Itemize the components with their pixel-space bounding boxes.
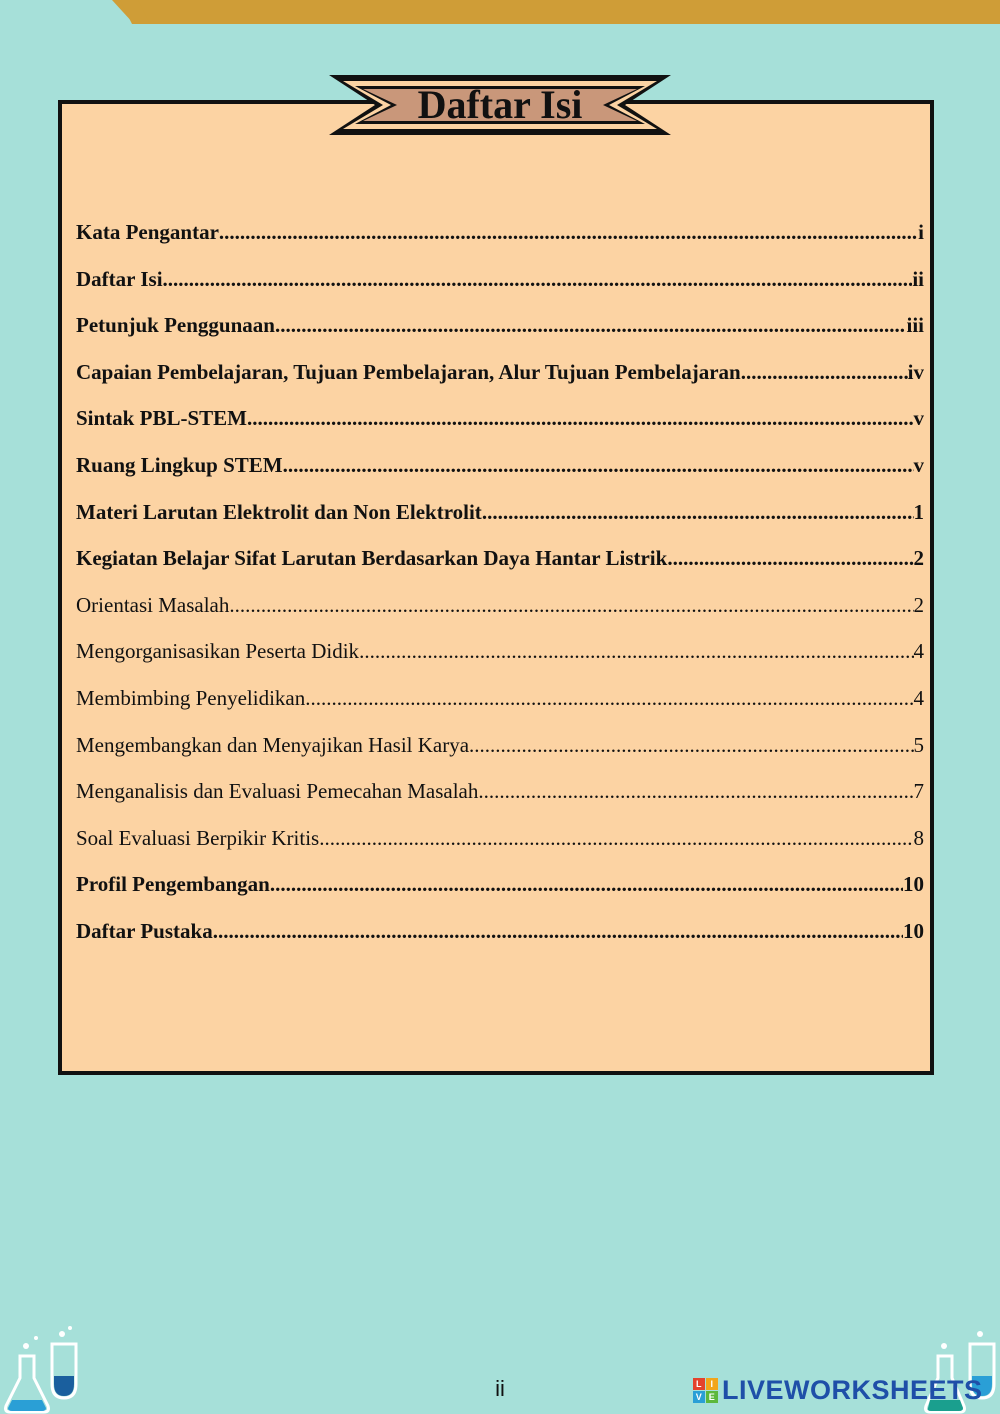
toc-dot-leader bbox=[469, 733, 913, 758]
liveworksheets-watermark bbox=[693, 1374, 983, 1406]
toc-entry[interactable] bbox=[76, 779, 924, 826]
page-number: ii bbox=[495, 1376, 505, 1401]
badge-letter: V bbox=[693, 1391, 705, 1403]
toc-dot-leader bbox=[270, 872, 903, 897]
toc-entry[interactable] bbox=[76, 826, 924, 873]
toc-dot-leader bbox=[305, 686, 913, 711]
toc-entry-label: Membimbing Penyelidikan bbox=[76, 685, 306, 710]
badge-letter: I bbox=[706, 1378, 718, 1390]
toc-entry-label: Mengembangkan dan Menyajikan Hasil Karya bbox=[76, 732, 470, 757]
toc-entry-label: Mengorganisasikan Peserta Didik bbox=[76, 639, 360, 664]
toc-entry-page: 1 bbox=[913, 499, 924, 524]
toc-entry[interactable] bbox=[76, 686, 924, 733]
toc-entry-label: Kata Pengantar bbox=[76, 220, 219, 244]
toc-dot-leader bbox=[163, 267, 913, 292]
toc-entry-page: iv bbox=[907, 359, 924, 384]
toc-dot-leader bbox=[229, 593, 913, 618]
watermark-text: LIVEWORKSHEETS bbox=[722, 1374, 983, 1405]
toc-dot-leader bbox=[359, 639, 913, 664]
toc-entry[interactable] bbox=[76, 500, 924, 547]
toc-list bbox=[76, 220, 924, 966]
toc-entry-page: v bbox=[913, 452, 924, 477]
toc-entry-page: 10 bbox=[903, 918, 924, 943]
flask-icon bbox=[0, 1326, 90, 1414]
toc-dot-leader bbox=[741, 360, 908, 385]
toc-entry-label: Menganalisis dan Evaluasi Pemecahan Masalah bbox=[76, 779, 479, 804]
toc-entry-label: Petunjuk Penggunaan bbox=[76, 313, 275, 338]
top-decor-stripe bbox=[0, 0, 1000, 24]
toc-entry[interactable] bbox=[76, 267, 924, 314]
toc-entry-label: Daftar Pustaka bbox=[76, 918, 213, 943]
toc-entry-page: 8 bbox=[913, 825, 924, 850]
toc-entry-page: i bbox=[918, 220, 924, 244]
toc-entry[interactable] bbox=[76, 872, 924, 919]
toc-entry[interactable] bbox=[76, 919, 924, 966]
toc-dot-leader bbox=[247, 406, 914, 431]
toc-entry-page: 4 bbox=[913, 639, 924, 664]
toc-entry-label: Orientasi Masalah bbox=[76, 592, 230, 617]
toc-entry[interactable] bbox=[76, 406, 924, 453]
toc-entry[interactable] bbox=[76, 360, 924, 407]
toc-dot-leader bbox=[319, 826, 913, 851]
title-banner bbox=[325, 73, 675, 137]
toc-dot-leader bbox=[283, 453, 914, 478]
live-badge-icon bbox=[693, 1378, 718, 1403]
toc-dot-leader bbox=[213, 919, 903, 944]
toc-entry-label: Capaian Pembelajaran, Tujuan Pembelajaran, Alur Tujuan Pembelajaran bbox=[76, 359, 741, 384]
toc-dot-leader bbox=[275, 313, 907, 338]
page-title: Daftar Isi bbox=[417, 82, 583, 127]
toc-entry-page: 4 bbox=[913, 685, 924, 710]
badge-letter: E bbox=[706, 1391, 718, 1403]
toc-entry-page: 2 bbox=[913, 546, 924, 571]
badge-letter: L bbox=[693, 1378, 705, 1390]
toc-entry-label: Materi Larutan Elektrolit dan Non Elektrolit bbox=[76, 499, 482, 524]
toc-entry-page: ii bbox=[912, 266, 924, 291]
toc-entry-label: Sintak PBL-STEM bbox=[76, 406, 247, 431]
toc-entry[interactable] bbox=[76, 453, 924, 500]
toc-entry-page: 2 bbox=[913, 592, 924, 617]
toc-entry[interactable] bbox=[76, 593, 924, 640]
toc-entry-page: 10 bbox=[903, 872, 924, 897]
toc-entry-page: iii bbox=[906, 313, 924, 338]
toc-entry-label: Ruang Lingkup STEM bbox=[76, 452, 283, 477]
toc-entry[interactable] bbox=[76, 220, 924, 267]
toc-dot-leader bbox=[478, 779, 913, 804]
toc-entry-page: v bbox=[913, 406, 924, 431]
toc-entry-label: Soal Evaluasi Berpikir Kritis bbox=[76, 825, 320, 850]
toc-dot-leader bbox=[482, 500, 914, 525]
toc-entry[interactable] bbox=[76, 733, 924, 780]
toc-entry[interactable] bbox=[76, 313, 924, 360]
toc-dot-leader bbox=[219, 220, 918, 245]
toc-entry[interactable] bbox=[76, 546, 924, 593]
toc-entry-label: Daftar Isi bbox=[76, 266, 163, 291]
toc-entry-page: 5 bbox=[913, 732, 924, 757]
toc-entry-label: Kegiatan Belajar Sifat Larutan Berdasarkan Daya Hantar Listrik bbox=[76, 546, 668, 571]
toc-dot-leader bbox=[667, 546, 913, 571]
toc-entry-page: 7 bbox=[913, 779, 924, 804]
toc-entry-label: Profil Pengembangan bbox=[76, 872, 270, 897]
top-decor-bar bbox=[0, 0, 1000, 24]
toc-entry[interactable] bbox=[76, 639, 924, 686]
